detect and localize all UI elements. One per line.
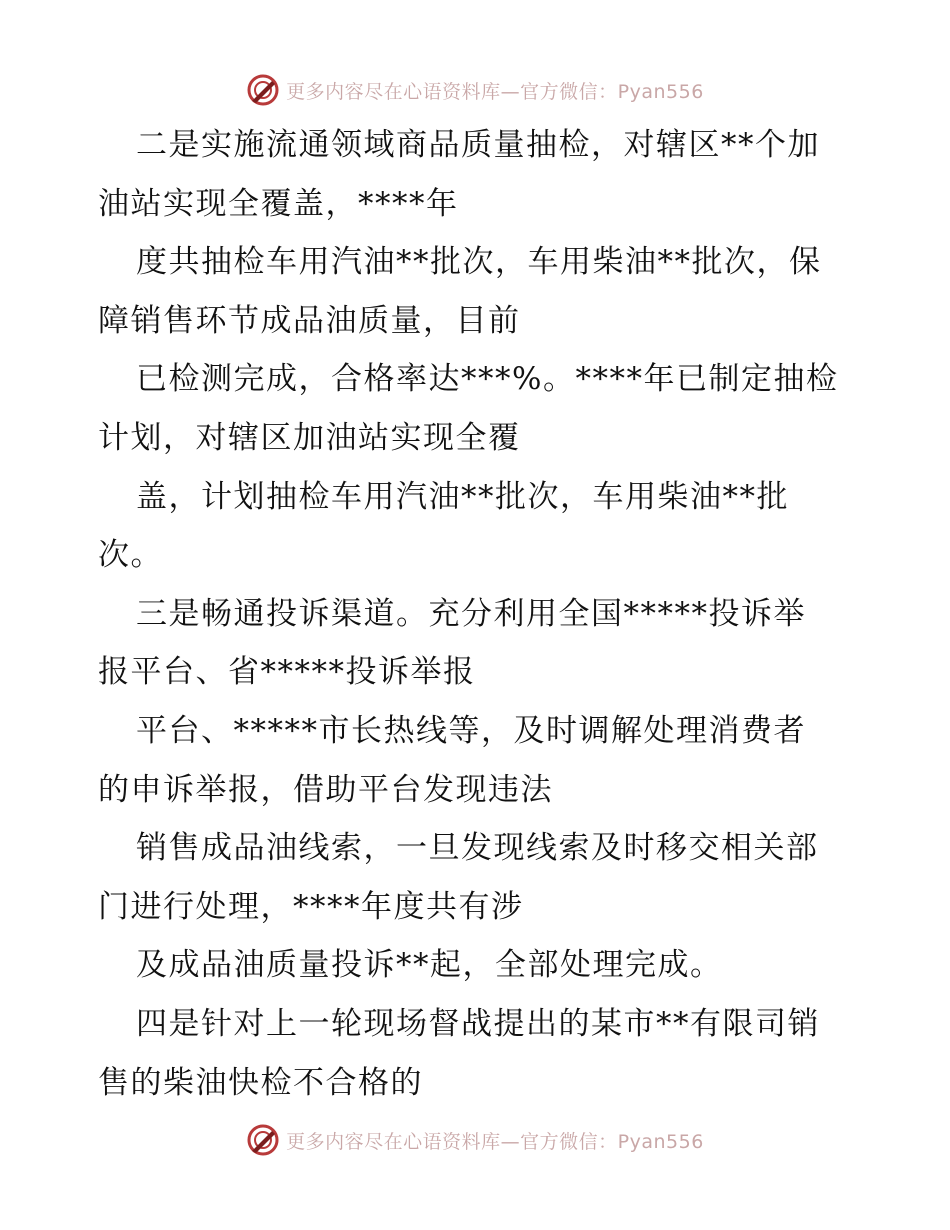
text-line: 门进行处理，****年度共有涉 bbox=[98, 888, 524, 925]
text-line: 三是畅通投诉渠道。充分利用全国*****投诉举 bbox=[136, 595, 806, 632]
text-line: 盖，计划抽检车用汽油**批次，车用柴油**批 bbox=[136, 478, 789, 515]
watermark-text: 更多内容尽在心语资料库—官方微信：Pyan556 bbox=[286, 1130, 704, 1153]
watermark-logo-icon bbox=[246, 1123, 280, 1157]
text-line: 售的柴油快检不合格的 bbox=[98, 1064, 423, 1101]
document-body bbox=[98, 116, 858, 1112]
text-line: 障销售环节成品油质量，目前 bbox=[98, 302, 521, 339]
text-line: 销售成品油线索，一旦发现线索及时移交相关部 bbox=[136, 830, 819, 867]
text-line: 度共抽检车用汽油**批次，车用柴油**批次，保 bbox=[136, 244, 822, 281]
text-line: 的申诉举报，借助平台发现违法 bbox=[98, 771, 553, 808]
header-watermark bbox=[0, 70, 950, 110]
text-line: 平台、*****市长热线等，及时调解处理消费者 bbox=[136, 712, 806, 749]
text-line: 报平台、省*****投诉举报 bbox=[98, 654, 476, 691]
text-line: 油站实现全覆盖，****年 bbox=[98, 185, 459, 222]
text-line: 四是针对上一轮现场督战提出的某市**有限司销 bbox=[136, 1005, 820, 1042]
text-line: 及成品油质量投诉**起，全部处理完成。 bbox=[136, 947, 723, 984]
watermark-logo-icon bbox=[246, 73, 280, 107]
footer-watermark bbox=[0, 1120, 950, 1160]
watermark-text: 更多内容尽在心语资料库—官方微信：Pyan556 bbox=[286, 80, 704, 103]
text-line: 二是实施流通领域商品质量抽检，对辖区**个加 bbox=[136, 127, 820, 163]
text-line: 计划，对辖区加油站实现全覆 bbox=[98, 419, 521, 456]
text-line: 次。 bbox=[98, 537, 163, 574]
text-line: 已检测完成，合格率达***%。****年已制定抽检 bbox=[136, 361, 839, 398]
